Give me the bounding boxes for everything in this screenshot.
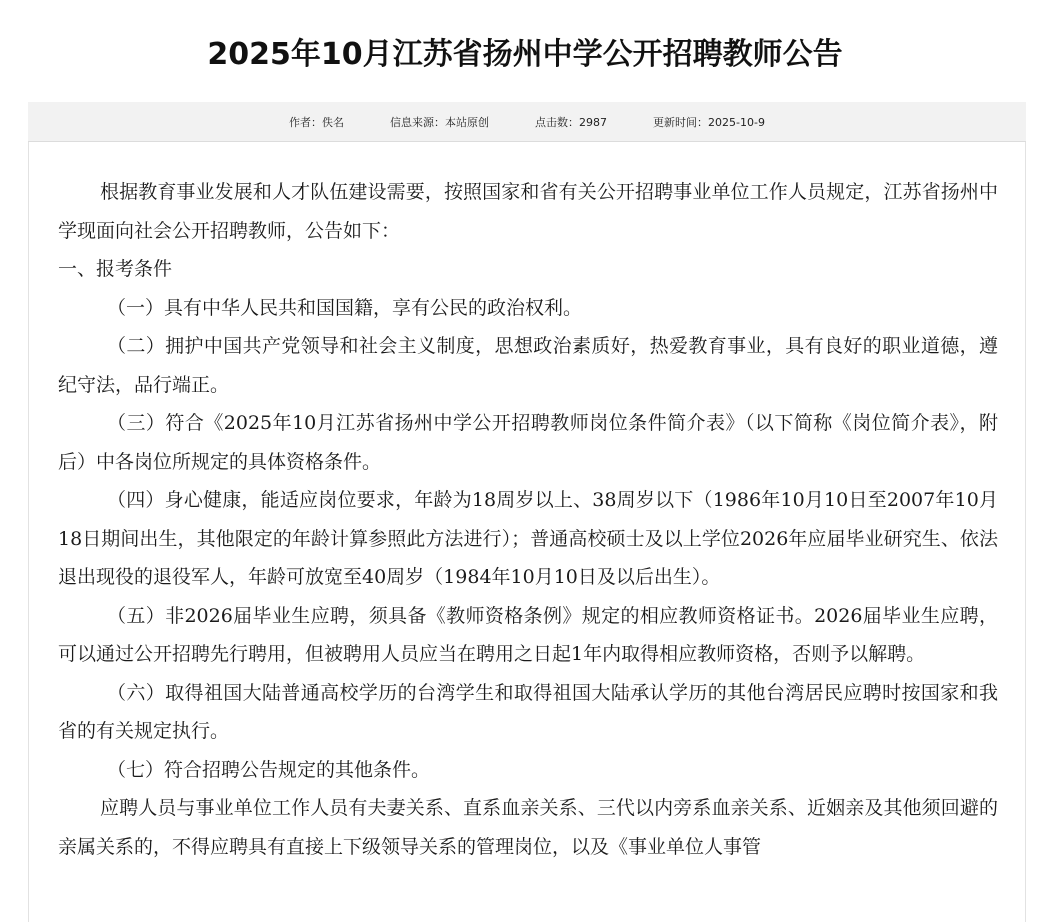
condition-item: （一）具有中华人民共和国国籍，享有公民的政治权利。 <box>107 296 583 319</box>
click-count: 点击数：2987 <box>535 115 608 129</box>
article-body <box>58 173 998 866</box>
intro-paragraph: 根据教育事业发展和人才队伍建设需要，按照国家和省有关公开招聘事业单位工作人员规定，江苏省扬州中学现面向社会公开招聘教师，公告如下： <box>58 181 998 242</box>
author-info: 作者：佚名 <box>289 115 345 129</box>
article-meta-bar <box>28 102 1026 142</box>
condition-item: （三）符合《2025年10月江苏省扬州中学公开招聘教师岗位条件简介表》（以下简称《岗位简介表》，附后）中各岗位所规定的具体资格条件。 <box>58 412 998 473</box>
condition-item: （四）身心健康，能适应岗位要求，年龄为18周岁以上、38周岁以下（1986年10月10日至2007年10月18日期间出生，其他限定的年龄计算参照此方法进行）；普通高校硕士及以上学位2026年应届毕业研究生、依法退出现役的退役军人，年龄可放宽至40周岁（1984年10月10日及以后出生）。 <box>58 489 998 588</box>
condition-item: （七）符合招聘公告规定的其他条件。 <box>107 758 431 781</box>
condition-item: （六）取得祖国大陆普通高校学历的台湾学生和取得祖国大陆承认学历的其他台湾居民应聘时按国家和我省的有关规定执行。 <box>58 681 998 742</box>
closing-paragraph: 应聘人员与事业单位工作人员有夫妻关系、直系血亲关系、三代以内旁系血亲关系、近姻亲及其他须回避的亲属关系的，不得应聘具有直接上下级领导关系的管理岗位，以及《事业单位人事管 <box>58 797 998 858</box>
page-title: 2025年10月江苏省扬州中学公开招聘教师公告 <box>207 37 843 72</box>
source-info: 信息来源：本站原创 <box>390 115 490 129</box>
condition-item: （五）非2026届毕业生应聘，须具备《教师资格条例》规定的相应教师资格证书。2026届毕业生应聘，可以通过公开招聘先行聘用，但被聘用人员应当在聘用之日起1年内取得相应教师资格，否则予以解聘。 <box>58 604 998 665</box>
section-heading: 一、报考条件 <box>58 258 173 280</box>
condition-item: （二）拥护中国共产党领导和社会主义制度，思想政治素质好，热爱教育事业，具有良好的职业道德，遵纪守法，品行端正。 <box>58 335 998 396</box>
update-time: 更新时间：2025-10-9 <box>653 115 765 129</box>
